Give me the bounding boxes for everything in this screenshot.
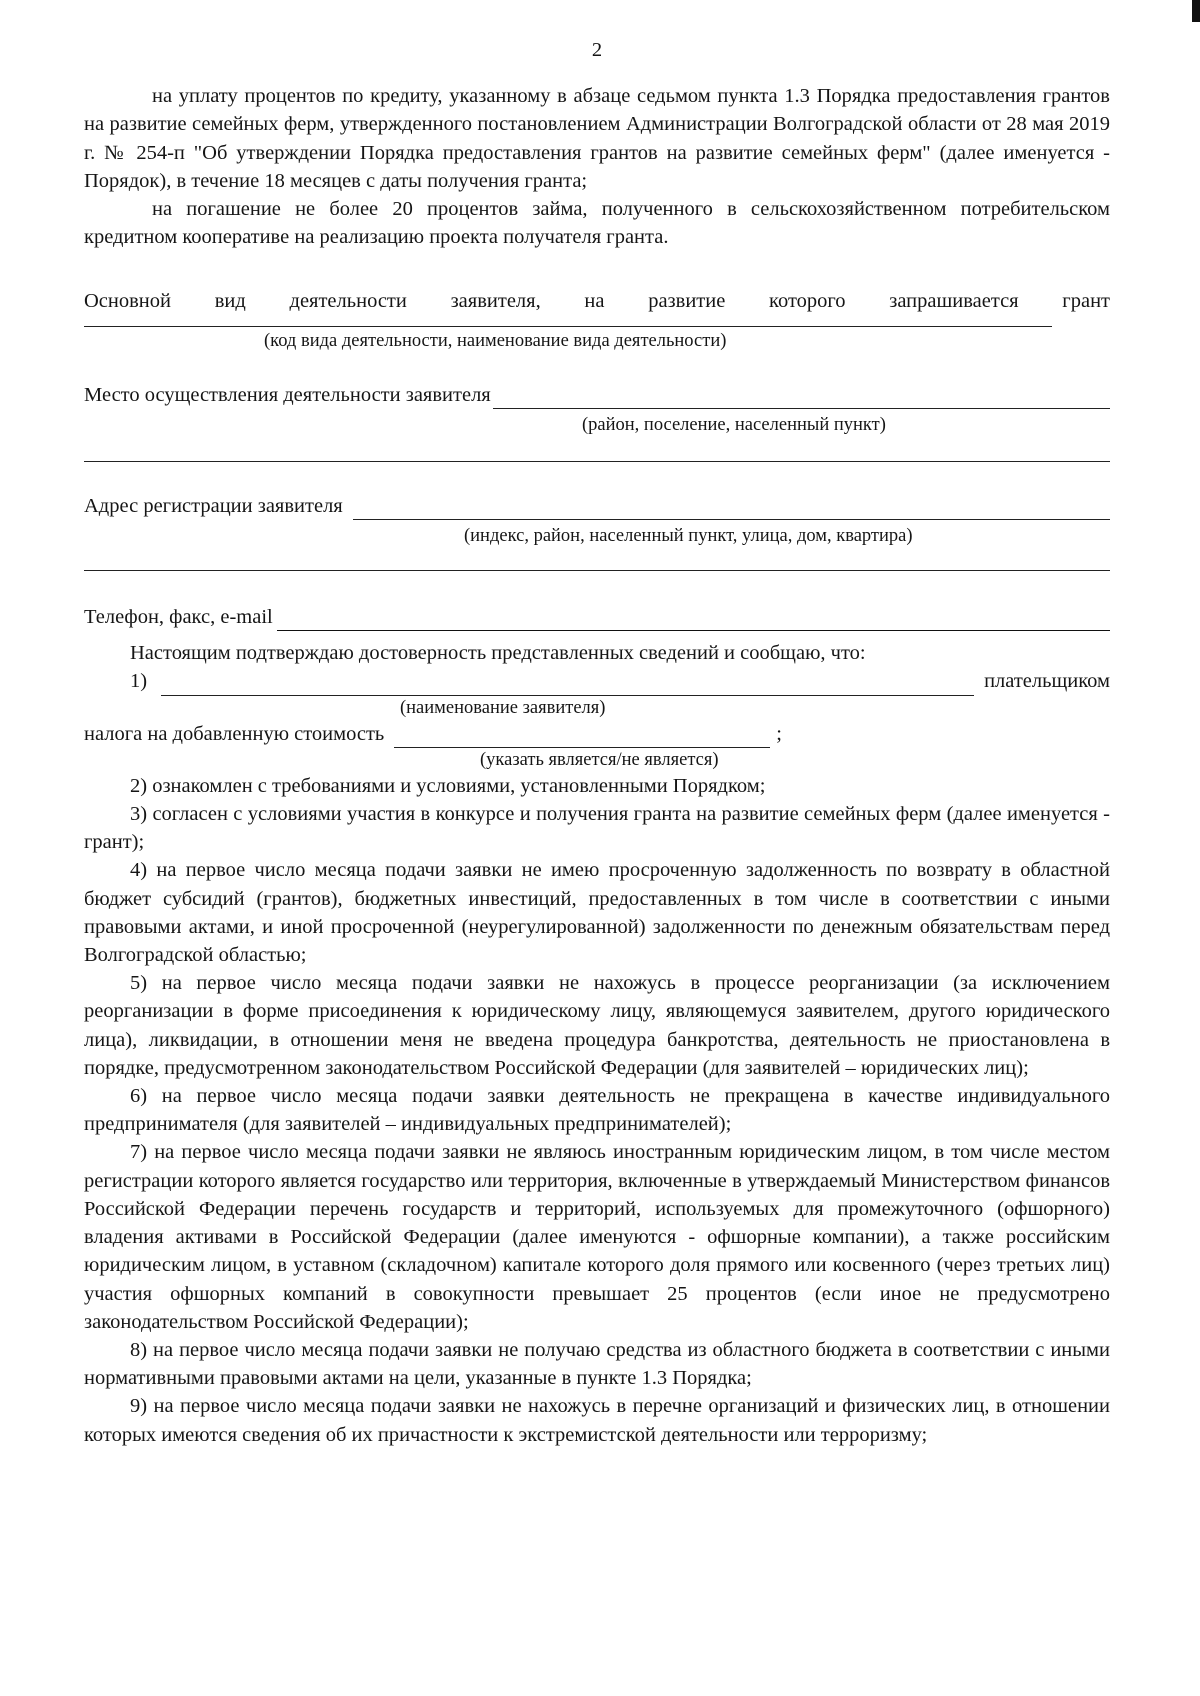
item-4: 4) на первое число месяца подачи заявки не имею просроченную задолженность по возврату в областной бюджет субсидий (грантов), бюджетных инвестиций, предоставленных в том числе в соответствии с иными правовыми актами, и иной просроченной (неурегулированной) задолженности по денежным обязательствам перед Волгоградской областью; [84, 859, 1110, 967]
vat-label: налога на добавленную стоимость [84, 722, 385, 745]
item1-number: 1) [130, 670, 148, 693]
place-input-line-2[interactable] [84, 441, 1110, 462]
address-row [84, 492, 1110, 520]
contact-row [84, 603, 1110, 631]
scan-edge-mark [1192, 0, 1200, 22]
item-9: 9) на первое число месяца подачи заявки не нахожусь в перечне организаций и физических лиц, в отношении которых имеются сведения об их причастности к экстремистской деятельности или терроризму; [84, 1395, 1110, 1446]
paragraph-interest-payment: на уплату процентов по кредиту, указанному в абзаце седьмом пункта 1.3 Порядка предоставления грантов на развитие семейных ферм, утвержденного постановлением Администрации Волгоградской области от 28 мая 2019 г. № 254-п "Об утверждении Порядка предоставления грантов на развитие семейных ферм" (далее именуется - Порядок), в течение 18 месяцев с даты получения гранта; [84, 85, 1110, 192]
place-caption: (район, поселение, населенный пункт) [582, 414, 886, 435]
item-5: 5) на первое число месяца подачи заявки не нахожусь в процессе реорганизации (за исключением реорганизации в форме присоединения к юридическому лицу, являющемуся заявителем, другого юридического лица), ликвидации, в отношении меня не введена процедура банкротства, деятельность не приостановлена в порядке, предусмотренном законодательством Российской Федерации (для заявителей – юридических лиц); [84, 972, 1110, 1079]
item1-row [84, 667, 1110, 695]
contact-input-line[interactable] [277, 608, 1110, 631]
item-2: 2) ознакомлен с требованиями и условиями, установленными Порядком; [130, 774, 766, 797]
vat-row [84, 720, 1110, 748]
place-input-line[interactable] [493, 386, 1110, 409]
item-7: 7) на первое число месяца подачи заявки не являюсь иностранным юридическим лицом, в том числе местом регистрации которого является государство или территория, включенные в утверждаемый Министерством финансов Российской Федерации перечень государств и территорий, используемых для промежуточного (офшорного) владения активами в Российской Федерации (далее именуются - офшорные компании), а также российским юридическим лицом, в уставном (складочном) капитале которого доля прямого или косвенного (через третьих лиц) участия офшорных компаний в совокупности превышает 25 процентов (если иное не предусмотрено законодательством Российской Федерации); [84, 1141, 1110, 1333]
address-input-line-2[interactable] [84, 550, 1110, 571]
address-input-line[interactable] [353, 497, 1110, 520]
place-label: Место осуществления деятельности заявителя [84, 383, 491, 406]
applicant-name-input-line[interactable] [161, 673, 974, 696]
confirmation-text: Настоящим подтверждаю достоверность представленных сведений и сообщаю, что: [130, 642, 866, 665]
vat-caption: (указать является/не является) [480, 749, 719, 770]
contact-label: Телефон, факс, e-mail [84, 606, 273, 629]
page-number: 2 [591, 39, 603, 61]
vat-status-input-line[interactable] [394, 725, 770, 748]
activity-caption: (код вида деятельности, наименование вида деятельности) [264, 330, 727, 351]
address-caption: (индекс, район, населенный пункт, улица, дом, квартира) [464, 526, 913, 547]
applicant-caption: (наименование заявителя) [400, 697, 606, 718]
item-8: 8) на первое число месяца подачи заявки не получаю средства из областного бюджета в соответствии с иными нормативными правовыми актами на цели, указанные в пункте 1.3 Порядка; [84, 1338, 1110, 1390]
item-3: 3) согласен с условиями участия в конкурсе и получения гранта на развитие семейных ферм (далее именуется - грант); [84, 803, 1110, 854]
address-label: Адрес регистрации заявителя [84, 494, 343, 517]
document-page [84, 30, 1110, 1680]
activity-label: Основной вид деятельности заявителя, на развитие которого запрашивается грант [84, 290, 1110, 313]
activity-input-line[interactable] [84, 316, 1052, 327]
place-row [84, 381, 1110, 409]
paragraph-loan-repayment: на погашение не более 20 процентов займа, полученного в сельскохозяйственном потребительском кредитном кооперативе на реализацию проекта получателя гранта. [84, 198, 1110, 249]
item1-tail: плательщиком [984, 670, 1110, 693]
vat-end: ; [776, 722, 782, 745]
item-6: 6) на первое число месяца подачи заявки деятельность не прекращена в качестве индивидуального предпринимателя (для заявителей – индивидуальных предпринимателей); [84, 1085, 1110, 1136]
